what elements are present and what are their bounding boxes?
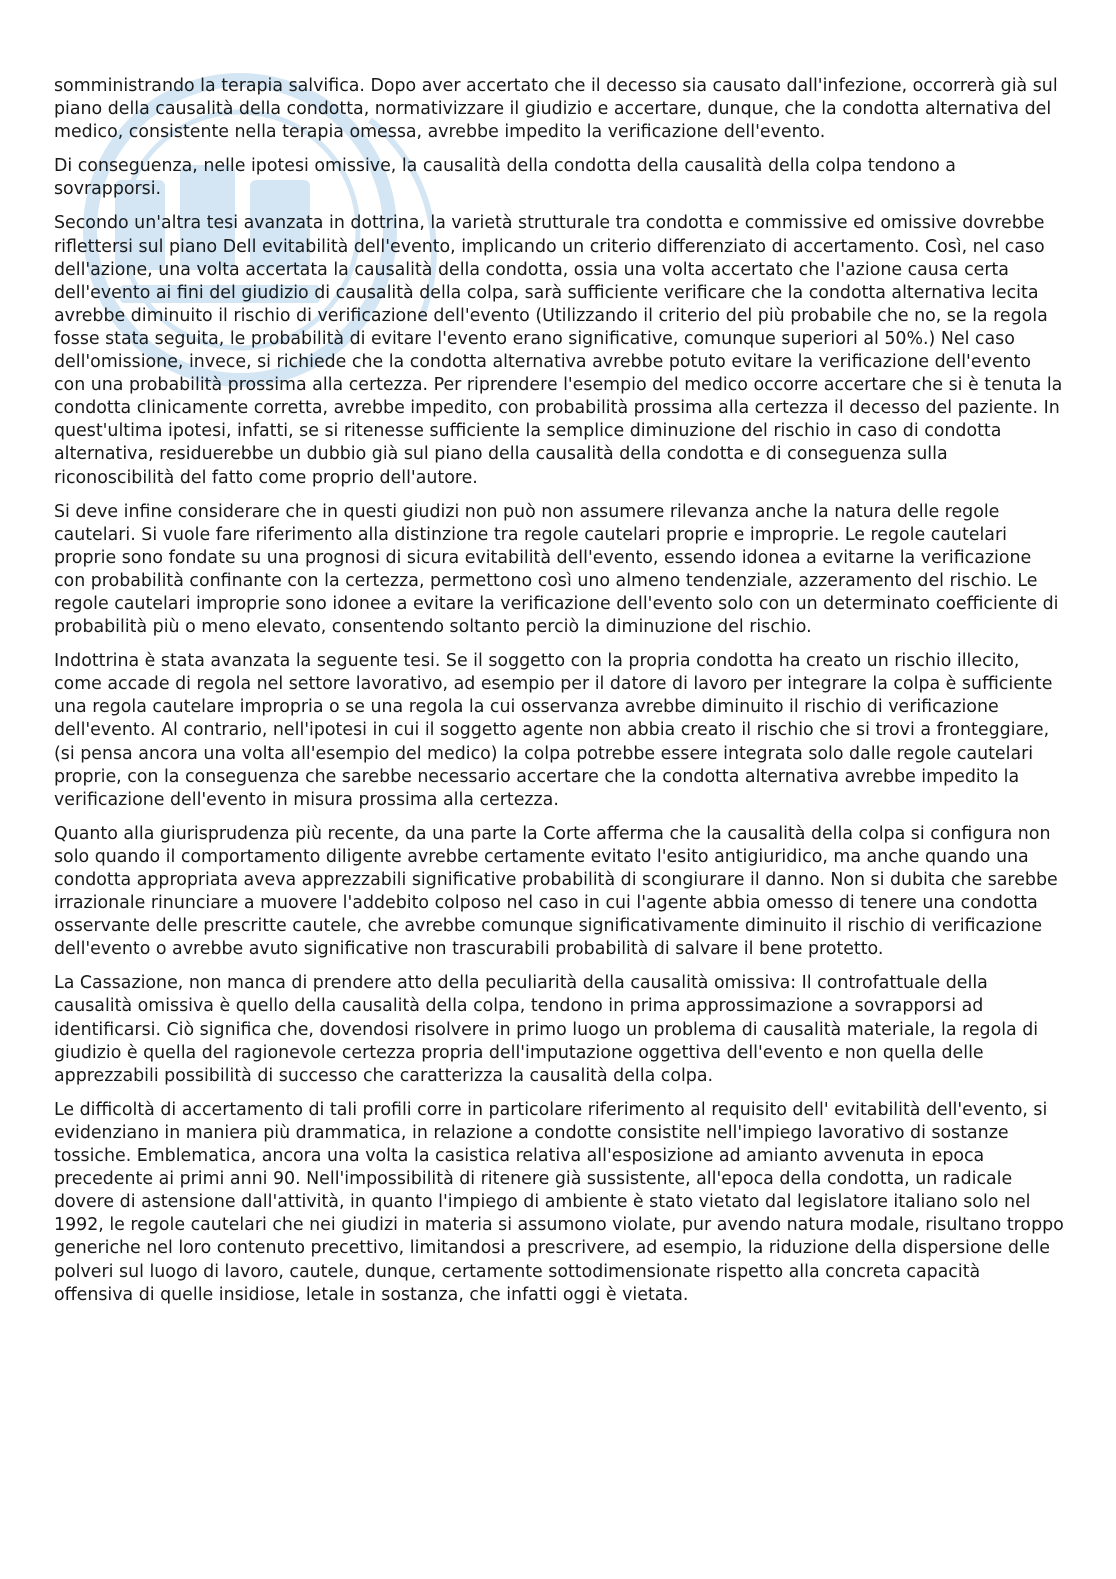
paragraph: Di conseguenza, nelle ipotesi omissive, la causalità della condotta della causalità della colpa tendono a sovrapporsi. [54, 156, 956, 200]
paragraph: Si deve infine considerare che in questi giudizi non può non assumere rilevanza anche la natura delle regole cautelari. Si vuole fare riferimento alla distinzione tra regole cautelari proprie e improprie. Le regole cautelari proprie sono fondate su una prognosi di sicura evitabilità dell'evento, essendo idonea a evitarne la verificazione con probabilità confinante con la certezza, permettono così uno almeno tendenziale, azzeramento del rischio. Le regole cautelari improprie sono idonee a evitare la verificazione dell'evento solo con un determinato coefficiente di probabilità più o meno elevato, consentendo soltanto perciò la diminuzione del rischio. [54, 501, 1059, 638]
paragraph: Secondo un'altra tesi avanzata in dottrina, la varietà strutturale tra condotta e commissive ed omissive dovrebbe riflettersi sul piano Dell evitabilità dell'evento, implicando un criterio differenziato di accertamento. Così, nel caso dell'azione, una volta accertata la causalità della condotta, ossia una volta accertato che l'azione causa certa dell'evento ai fini del giudizio di causalità della colpa, sarà sufficiente verificare che la condotta alternativa lecita avrebbe diminuito il rischio di verificazione dell'evento (Utilizzando il criterio del più probabile che no, se la regola fosse stata seguita, le probabilità di evitare l'evento erano significative, comunque superiori al 50%.) Nel caso dell'omissione, invece, si richiede che la condotta alternativa avrebbe potuto evitare la verificazione dell'evento con una probabilità prossima alla certezza. Per riprendere l'esempio del medico occorre accertare che si è tenuta la condotta clinicamente corretta, avrebbe impedito, con probabilità prossima alla certezza il decesso del paziente. In quest'ultima ipotesi, infatti, se si ritenesse sufficiente la semplice diminuzione del rischio in caso di condotta alternativa, residuerebbe un dubbio già sul piano della causalità della condotta e di conseguenza sulla riconoscibilità del fatto come proprio dell'autore. [54, 213, 1063, 488]
paragraph: Indottrina è stata avanzata la seguente tesi. Se il soggetto con la propria condotta ha creato un rischio illecito, come accade di regola nel settore lavorativo, ad esempio per il datore di lavoro per integrare la colpa è sufficiente una regola cautelare impropria o se una regola la cui osservanza avrebbe diminuito il rischio di verificazione dell'evento. Al contrario, nell'ipotesi in cui il soggetto agente non abbia creato il rischio che si trovi a fronteggiare, (si pensa ancora una volta all'esempio del medico) la colpa potrebbe essere integrata solo dalle regole cautelari proprie, con la conseguenza che sarebbe necessario accertare che la condotta alternativa avrebbe impedito la verificazione dell'evento in misura prossima alla certezza. [54, 651, 1053, 810]
paragraph: La Cassazione, non manca di prendere atto della peculiarità della causalità omissiva: Il controfattuale della causalità omissiva è quello della causalità della colpa, tendono in prima approssimazione a sovrapporsi ad identificarsi. Ciò significa che, dovendosi risolvere in primo luogo un problema di causalità materiale, la regola di giudizio è quella del ragionevole certezza propria dell'imputazione oggettiva dell'evento e non quella delle apprezzabili possibilità di successo che caratterizza la causalità della colpa. [54, 973, 1039, 1086]
paragraph: Le difficoltà di accertamento di tali profili corre in particolare riferimento al requisito dell' evitabilità dell'evento, si evidenziano in maniera più drammatica, in relazione a condotte consistite nell'impiego lavorativo di sostanze tossiche. Emblematica, ancora una volta la casistica relativa all'esposizione ad amianto avvenuta in epoca precedente ai primi anni 90. Nell'impossibilità di ritenere già sussistente, all'epoca della condotta, un radicale dovere di astensione dall'attività, in quanto l'impiego di ambiente è stato vietato dal legislatore italiano solo nel 1992, le regole cautelari che nei giudizi in materia si assumono violate, pur avendo natura modale, risultano troppo generiche nel loro contenuto precettivo, limitandosi a prescrivere, ad esempio, la riduzione della dispersione delle polveri sul luogo di lavoro, cautele, dunque, certamente sottodimensionate rispetto alla concreta capacità offensiva di quelle insidiose, letale in sostanza, che infatti oggi è vietata. [54, 1099, 1064, 1305]
document-body [54, 75, 1064, 1318]
paragraph: somministrando la terapia salvifica. Dopo aver accertato che il decesso sia causato dall'infezione, occorrerà già sul piano della causalità della condotta, normativizzare il giudizio e accertare, dunque, che la condotta alternativa del medico, consistente nella terapia omessa, avrebbe impedito la verificazione dell'evento. [54, 76, 1058, 143]
paragraph: Quanto alla giurisprudenza più recente, da una parte la Corte afferma che la causalità della colpa si configura non solo quando il comportamento diligente avrebbe certamente evitato l'esito antigiuridico, ma anche quando una condotta appropriata aveva apprezzabili significative probabilità di scongiurare il danno. Non si dubita che sarebbe irrazionale rinunciare a muovere l'addebito colposo nel caso in cui l'agente abbia omesso di tenere una condotta osservante delle prescritte cautele, che avrebbe comunque significativamente diminuito il rischio di verificazione dell'evento o avrebbe avuto significative non trascurabili probabilità di salvare il bene protetto. [54, 823, 1058, 960]
